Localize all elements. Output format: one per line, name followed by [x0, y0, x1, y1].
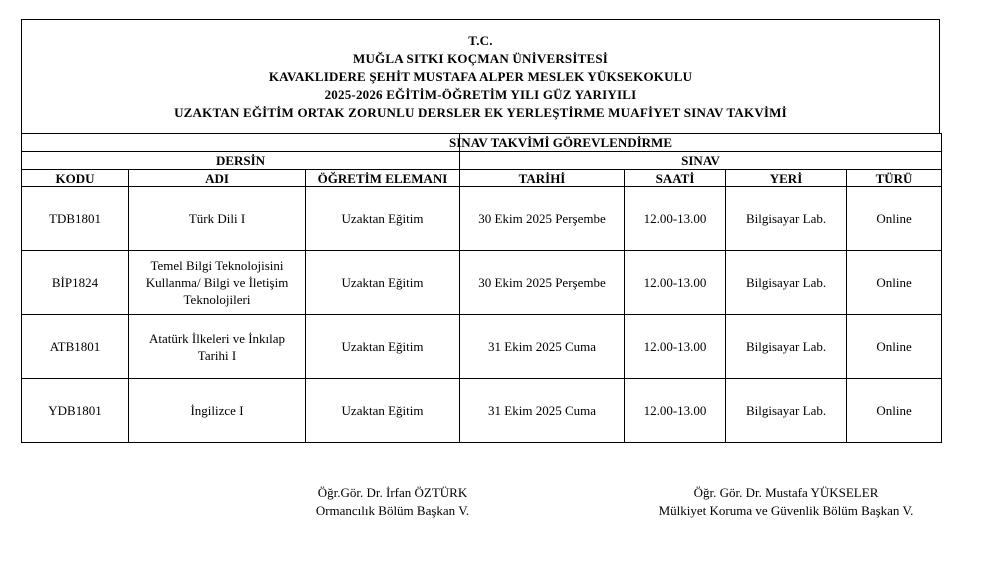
cell-time: 12.00-13.00: [625, 251, 726, 315]
cell-instructor: Uzaktan Eğitim: [306, 187, 460, 251]
cell-code: YDB1801: [22, 379, 129, 443]
cell-name-text: Temel Bilgi Teknolojisini Kullanma/ Bilgi ve İletişim Teknolojileri: [145, 258, 289, 307]
band-title-row: [22, 134, 942, 152]
group-exam: SINAV: [460, 152, 942, 170]
cell-name-text: Atatürk İlkeleri ve İnkılap Tarihi I: [148, 330, 286, 363]
cell-instructor: Uzaktan Eğitim: [306, 251, 460, 315]
cell-date: 30 Ekim 2025 Perşembe: [460, 251, 625, 315]
cell-place: Bilgisayar Lab.: [726, 315, 847, 379]
cell-place: Bilgisayar Lab.: [726, 379, 847, 443]
col-instructor: ÖĞRETİM ELEMANI: [306, 170, 460, 187]
signature-left-name: Öğr.Gör. Dr. İrfan ÖZTÜRK: [317, 485, 468, 500]
col-time: SAATİ: [625, 170, 726, 187]
col-name: ADI: [129, 170, 306, 187]
group-header-row: [22, 152, 942, 170]
cell-time: 12.00-13.00: [625, 379, 726, 443]
signature-right-name: Öğr. Gör. Dr. Mustafa YÜKSELER: [693, 485, 879, 500]
group-course: DERSİN: [22, 152, 460, 170]
band-title-text: SINAV TAKVİMİ GÖREVLENDİRME: [449, 134, 672, 150]
cell-name: [129, 187, 306, 251]
cell-name-text: İngilizce I: [190, 403, 244, 418]
signature-left: [280, 484, 505, 520]
signature-right-title: Mülkiyet Koruma ve Güvenlik Bölüm Başkan V.: [658, 503, 914, 518]
cell-date: 31 Ekim 2025 Cuma: [460, 379, 625, 443]
header-line-school: KAVAKLIDERE ŞEHİT MUSTAFA ALPER MESLEK YÜKSEKOKULU: [268, 69, 693, 84]
cell-code: ATB1801: [22, 315, 129, 379]
table-row: [22, 315, 942, 379]
col-code: KODU: [22, 170, 129, 187]
cell-time: 12.00-13.00: [625, 315, 726, 379]
cell-type: Online: [847, 315, 942, 379]
cell-date: 30 Ekim 2025 Perşembe: [460, 187, 625, 251]
cell-instructor: Uzaktan Eğitim: [306, 379, 460, 443]
cell-name: [129, 315, 306, 379]
col-place: YERİ: [726, 170, 847, 187]
column-header-row: [22, 170, 942, 187]
cell-date: 31 Ekim 2025 Cuma: [460, 315, 625, 379]
signature-left-title: Ormancılık Bölüm Başkan V.: [315, 503, 470, 518]
cell-type: Online: [847, 251, 942, 315]
exam-schedule-table: [21, 133, 942, 443]
cell-place: Bilgisayar Lab.: [726, 251, 847, 315]
col-date: TARİHİ: [460, 170, 625, 187]
table-row: [22, 187, 942, 251]
cell-name: [129, 379, 306, 443]
header-line-term: 2025-2026 EĞİTİM-ÖĞRETİM YILI GÜZ YARIYILI: [324, 87, 637, 102]
cell-instructor: Uzaktan Eğitim: [306, 315, 460, 379]
cell-name-text: Türk Dili I: [188, 211, 246, 226]
cell-code: TDB1801: [22, 187, 129, 251]
cell-code: BİP1824: [22, 251, 129, 315]
header-line-university: MUĞLA SITKI KOÇMAN ÜNİVERSİTESİ: [352, 51, 609, 66]
signature-right: [626, 484, 946, 520]
band-title: [449, 134, 942, 152]
cell-time: 12.00-13.00: [625, 187, 726, 251]
cell-type: Online: [847, 379, 942, 443]
col-type: TÜRÜ: [847, 170, 942, 187]
cell-type: Online: [847, 187, 942, 251]
cell-name: [129, 251, 306, 315]
header-line-title: UZAKTAN EĞİTİM ORTAK ZORUNLU DERSLER EK YERLEŞTİRME MUAFİYET SINAV TAKVİMİ: [174, 105, 787, 120]
band-title-spacer: [22, 134, 460, 152]
table-row: [22, 379, 942, 443]
document-header: [21, 19, 940, 133]
table-row: [22, 251, 942, 315]
cell-place: Bilgisayar Lab.: [726, 187, 847, 251]
header-line-country: T.C.: [468, 33, 493, 48]
